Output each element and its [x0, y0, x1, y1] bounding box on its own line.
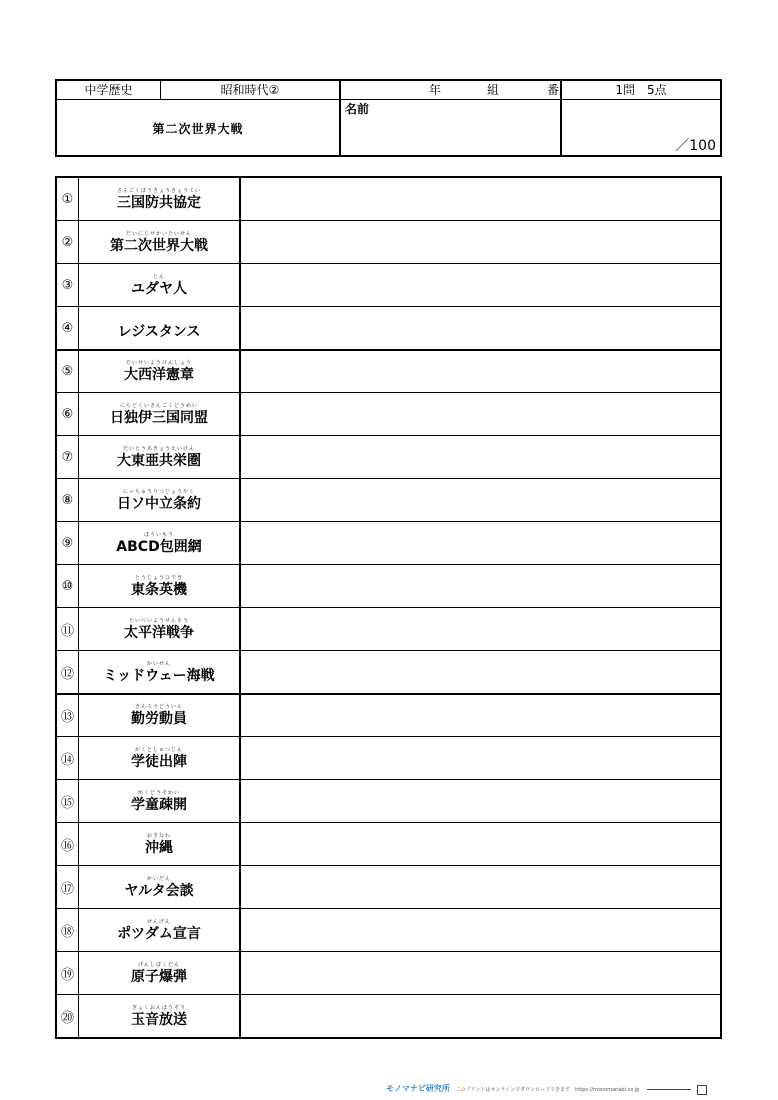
table-row	[57, 736, 720, 779]
term-cell	[79, 823, 241, 865]
question-number: ②	[57, 221, 79, 263]
year-label: 年	[429, 83, 442, 97]
term-label: 学徒出陣	[131, 753, 187, 770]
furigana: せんげん	[146, 918, 171, 925]
term-label: 勤労動員	[131, 711, 187, 727]
term-label: ポツダム宣言	[117, 925, 201, 942]
question-number: ⑰	[57, 866, 79, 908]
table-row	[57, 435, 720, 478]
furigana: たいへいようせんそう	[128, 617, 189, 624]
furigana: ほういもう	[143, 531, 174, 538]
class-label: 組	[487, 83, 500, 97]
question-number: ⑲	[57, 952, 79, 994]
question-number: ⑫	[57, 651, 79, 693]
question-number: ⑩	[57, 565, 79, 607]
table-row	[57, 564, 720, 607]
answer-field[interactable]	[241, 737, 720, 779]
term-cell	[79, 695, 241, 736]
score-total: ／100	[675, 138, 716, 154]
answer-field[interactable]	[241, 264, 720, 306]
term-label: ABCD包囲網	[116, 538, 202, 555]
furigana: がくとしゅつじん	[134, 746, 183, 753]
term-cell	[79, 565, 241, 607]
question-number: ⑯	[57, 823, 79, 865]
answer-field[interactable]	[241, 909, 720, 951]
furigana: さんごくぼうきょうきょうてい	[116, 187, 201, 194]
term-label: 太平洋戦争	[124, 624, 194, 641]
page-title: 第二次世界大戦	[57, 100, 341, 157]
table-row	[57, 693, 720, 736]
table-row	[57, 521, 720, 564]
term-label: 学童疎開	[131, 796, 187, 813]
question-number: ⑨	[57, 522, 79, 564]
points-note: 1問 5点	[562, 81, 720, 100]
footer-divider	[647, 1089, 691, 1090]
question-table	[55, 176, 722, 1039]
term-label: 大東亜共栄圏	[117, 452, 201, 469]
furigana: じん	[152, 273, 165, 280]
term-cell	[79, 952, 241, 994]
answer-field[interactable]	[241, 823, 720, 865]
table-row	[57, 951, 720, 994]
table-row	[57, 392, 720, 435]
answer-field[interactable]	[241, 952, 720, 994]
term-cell	[79, 264, 241, 306]
furigana: にっちゅうりつじょうやく	[123, 488, 195, 495]
question-number: ⑦	[57, 436, 79, 478]
term-label: 東条英機	[131, 581, 187, 598]
answer-field[interactable]	[241, 866, 720, 908]
answer-field[interactable]	[241, 695, 720, 736]
question-number: ①	[57, 178, 79, 220]
term-label: ヤルタ会談	[124, 882, 194, 899]
term-cell	[79, 307, 241, 349]
term-cell	[79, 351, 241, 392]
question-number: ⑬	[57, 695, 79, 736]
answer-field[interactable]	[241, 351, 720, 392]
furigana: だいとうあきょうえいけん	[122, 445, 195, 452]
footer-text: このプリントはオンラインでダウンロードできます https://monomanabi.co.jp	[455, 1087, 640, 1093]
furigana: おきなわ	[146, 832, 171, 839]
term-cell	[79, 479, 241, 521]
table-row	[57, 994, 720, 1037]
question-number: ⑱	[57, 909, 79, 951]
question-number: ③	[57, 264, 79, 306]
furigana: きんろうどういん	[134, 704, 183, 710]
answer-field[interactable]	[241, 221, 720, 263]
footer-logo: モノマナビ研究所	[386, 1084, 450, 1093]
score-field[interactable]	[562, 100, 720, 157]
term-cell	[79, 221, 241, 263]
term-cell	[79, 436, 241, 478]
furigana: がくどうそかい	[137, 789, 180, 796]
table-row	[57, 178, 720, 220]
subject-label: 中学歴史	[57, 81, 161, 100]
furigana: ぎょくおんほうそう	[131, 1004, 186, 1011]
answer-field[interactable]	[241, 608, 720, 650]
term-label: 原子爆弾	[131, 968, 187, 985]
table-row	[57, 263, 720, 306]
answer-field[interactable]	[241, 651, 720, 693]
table-row	[57, 822, 720, 865]
question-number: ⑥	[57, 393, 79, 435]
name-field[interactable]	[341, 100, 562, 157]
furigana: かいせん	[146, 660, 171, 667]
term-label: 第二次世界大戦	[110, 237, 208, 254]
table-row	[57, 220, 720, 263]
furigana: にちどくいさんごくどうめい	[119, 402, 198, 409]
furigana: たいせいようけんしょう	[125, 360, 192, 366]
table-row	[57, 349, 720, 392]
term-label: 玉音放送	[131, 1011, 187, 1028]
question-number: ⑳	[57, 995, 79, 1037]
number-label: 番	[547, 83, 560, 97]
table-row	[57, 908, 720, 951]
answer-field[interactable]	[241, 436, 720, 478]
term-cell	[79, 780, 241, 822]
furigana: かいだん	[146, 875, 171, 882]
table-row	[57, 650, 720, 693]
answer-field[interactable]	[241, 178, 720, 220]
term-label: レジスタンス	[117, 323, 201, 340]
answer-field[interactable]	[241, 393, 720, 435]
furigana: げんしばくだん	[137, 961, 180, 968]
table-row	[57, 478, 720, 521]
answer-field[interactable]	[241, 995, 720, 1037]
answer-field[interactable]	[241, 780, 720, 822]
term-cell	[79, 995, 241, 1037]
answer-field[interactable]	[241, 307, 720, 349]
term-label: 沖縄	[145, 839, 173, 856]
furigana: とうじょうひでき	[134, 574, 183, 581]
table-row	[57, 607, 720, 650]
answer-field[interactable]	[241, 522, 720, 564]
question-number: ⑭	[57, 737, 79, 779]
table-row	[57, 865, 720, 908]
question-number: ④	[57, 307, 79, 349]
furigana: だいにじせかいたいせん	[125, 230, 192, 237]
term-cell	[79, 178, 241, 220]
term-cell	[79, 866, 241, 908]
question-number: ⑪	[57, 608, 79, 650]
term-label: 三国防共協定	[117, 194, 201, 211]
term-cell	[79, 393, 241, 435]
term-cell	[79, 909, 241, 951]
answer-field[interactable]	[241, 479, 720, 521]
question-number: ⑧	[57, 479, 79, 521]
term-cell	[79, 608, 241, 650]
term-cell	[79, 522, 241, 564]
term-label: 日独伊三国同盟	[110, 409, 208, 426]
corner-mark-icon	[697, 1085, 707, 1095]
class-info	[341, 81, 562, 100]
question-number: ⑮	[57, 780, 79, 822]
worksheet-header	[55, 79, 722, 157]
footer	[386, 1083, 778, 1095]
term-label: 日ソ中立条約	[117, 495, 201, 512]
name-label: 名前	[345, 102, 370, 116]
term-label: ミッドウェー海戦	[103, 667, 215, 684]
answer-field[interactable]	[241, 565, 720, 607]
term-label: ユダヤ人	[131, 280, 187, 297]
term-cell	[79, 737, 241, 779]
term-cell	[79, 651, 241, 693]
term-label: 大西洋憲章	[124, 367, 194, 383]
table-row	[57, 306, 720, 349]
table-row	[57, 779, 720, 822]
question-number: ⑤	[57, 351, 79, 392]
unit-label: 昭和時代②	[161, 81, 341, 100]
